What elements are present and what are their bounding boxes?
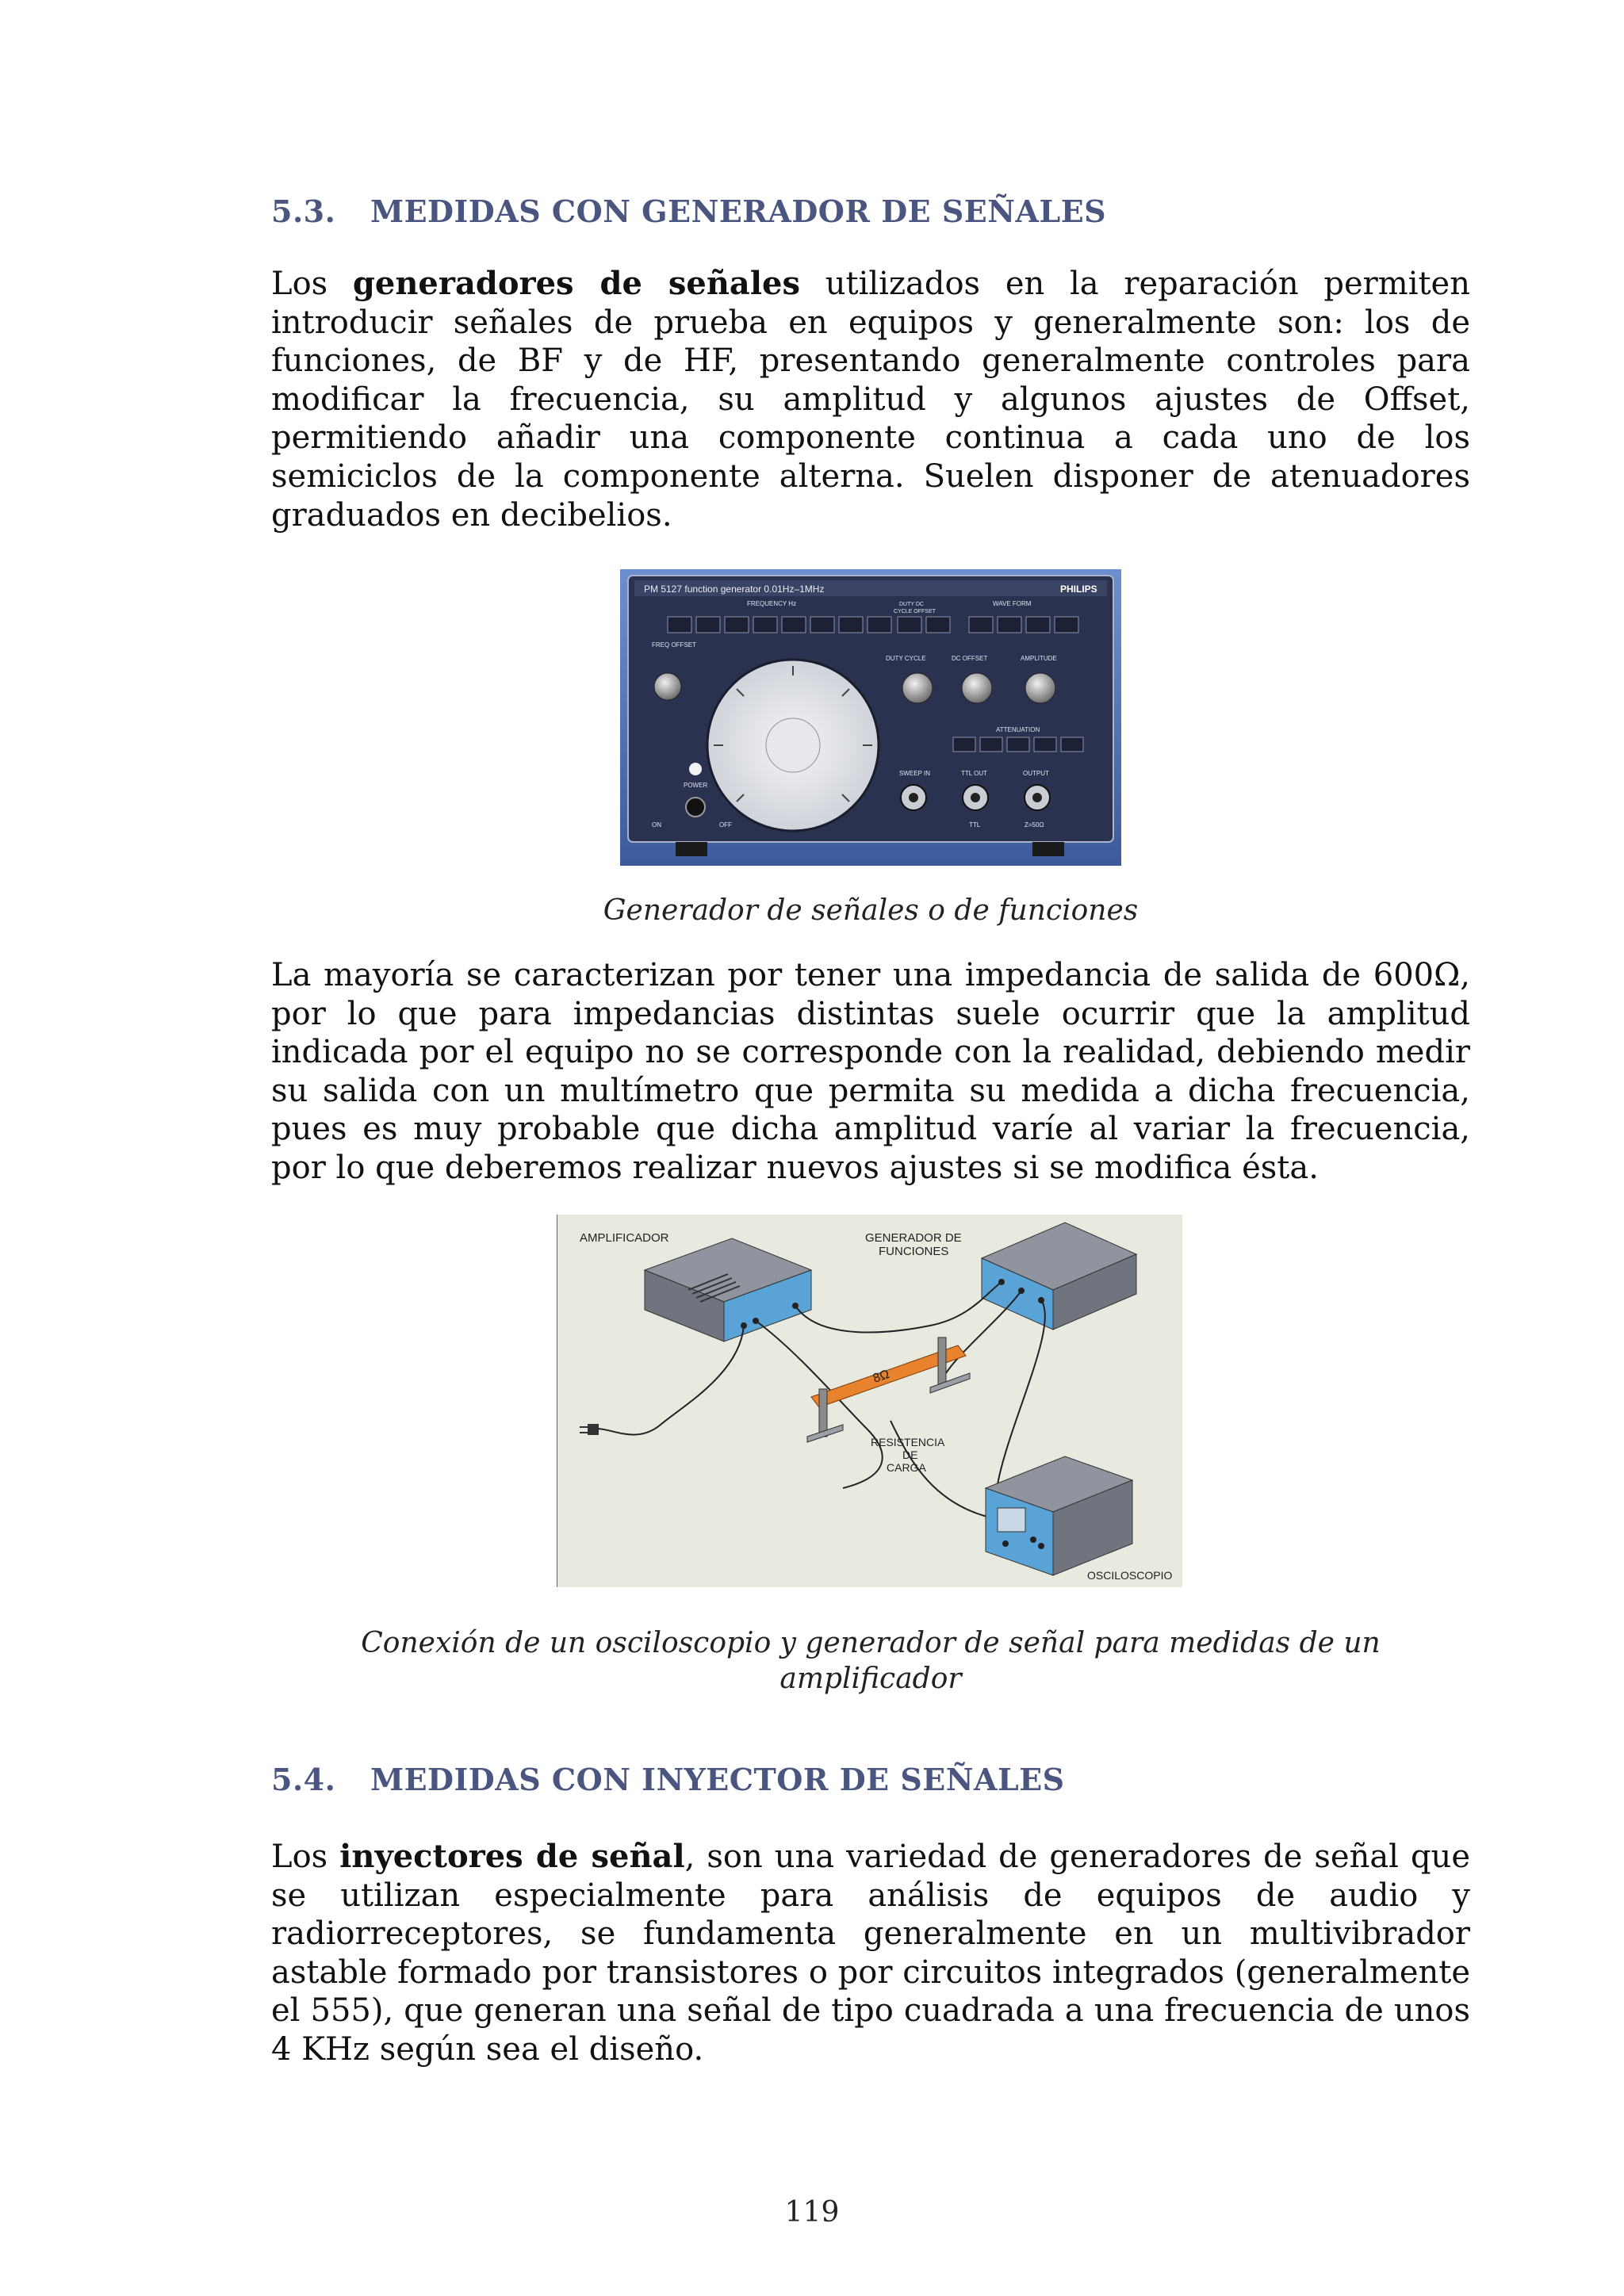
frequency-range-buttons: [668, 617, 1078, 633]
label-frequency: FREQUENCY Hz: [747, 600, 797, 607]
label-duty-cycle: DUTY CYCLE: [886, 655, 926, 662]
label-resistencia-1: RESISTENCIA: [871, 1436, 945, 1448]
label-power: POWER: [684, 782, 708, 789]
label-resistencia-2: DE: [902, 1448, 918, 1461]
brand-logo: PHILIPS: [1060, 584, 1097, 595]
text-run: , son una variedad de generadores de señal que se utilizan especialmente para análisis de equipos de audio y radiorreceptores, se fundamenta generalmente en un multivibrador astable formado por transistores o por circuitos integrados (generalmente el 555), que generan una señal de tipo cuadrada a una frecuencia de unos 4 KHz según sea el diseño.: [271, 1839, 1470, 2068]
label-duty-dc: DUTY DC: [899, 602, 924, 607]
label-resistencia-3: CARGA: [887, 1461, 926, 1474]
bold-term: inyectores de señal: [339, 1838, 685, 1875]
attenuation-buttons: [953, 737, 1083, 752]
label-attenuation: ATTENUATION: [996, 726, 1040, 733]
section-heading-5-3: [271, 193, 1106, 229]
power-switch: [686, 798, 705, 817]
section-number: 5.3.: [271, 193, 336, 229]
amplitude-knob: [1025, 673, 1055, 703]
caption-line-2: amplificador: [779, 1663, 962, 1695]
label-on: ON: [652, 821, 661, 828]
page-number: 119: [784, 2196, 840, 2229]
dial-center: [766, 718, 820, 772]
label-output: OUTPUT: [1023, 770, 1049, 777]
paragraph-inyectores: [271, 1838, 1470, 2069]
figure-caption-generator: Generador de señales o de funciones: [603, 894, 1139, 927]
label-generador-2: FUNCIONES: [879, 1245, 949, 1258]
paragraph-impedancia: La mayoría se caracterizan por tener una impedancia de salida de 600Ω, por lo que para impedancias distintas suele ocurrir que la amplitud indicada por el equipo no se corresponde con la realidad, debiendo medir su salida con un multímetro que permita su medida a dicha frecuencia, pues es muy probable que dicha amplitud varíe al variar la frecuencia, por lo que deberemos realizar nuevos ajustes si se modifica ésta.: [271, 957, 1470, 1186]
duty-cycle-knob: [902, 673, 933, 703]
connection-diagram: [557, 1215, 1182, 1587]
panel-title: PM 5127 function generator 0.01Hz–1MHz: [644, 584, 825, 595]
figure-caption-connection: [271, 1625, 1470, 1697]
bnc-connectors: [901, 785, 1050, 810]
label-wave-form: WAVE FORM: [993, 600, 1032, 607]
freq-offset-knob: [654, 673, 681, 700]
foot-right: [1032, 842, 1064, 856]
label-sweep-in: SWEEP IN: [899, 770, 930, 777]
text-run: Los: [271, 1839, 340, 1875]
function-generator-photo: [620, 569, 1121, 866]
text-run: Los: [271, 266, 353, 302]
section-number: 5.4.: [271, 1762, 336, 1797]
paragraph-generadores: [271, 265, 1470, 534]
foot-left: [676, 842, 707, 856]
bold-term: generadores de señales: [352, 265, 800, 302]
label-ttl-out: TTL OUT: [961, 770, 988, 777]
label-amplificador: AMPLIFICADOR: [580, 1231, 669, 1245]
label-dc-offset: DC OFFSET: [952, 655, 988, 662]
label-amplitude: AMPLITUDE: [1021, 655, 1057, 662]
resistor-value: 8Ω: [871, 1367, 892, 1386]
label-osciloscopio: OSCILOSCOPIO: [1087, 1569, 1173, 1582]
label-cycle-offset: CYCLE OFFSET: [894, 609, 936, 614]
power-led: [689, 763, 702, 775]
label-generador-1: GENERADOR DE: [865, 1231, 962, 1245]
label-freq-offset: FREQ OFFSET: [652, 641, 696, 649]
section-title: MEDIDAS CON INYECTOR DE SEÑALES: [370, 1762, 1065, 1797]
text-run: utilizados en la reparación permiten introducir señales de prueba en equipos y generalmente son: los de funciones, de BF y de HF, presentando generalmente controles para modificar la frecuencia, su amplitud y algunos ajustes de Offset, permitiendo añadir una componente continua a cada uno de los semiciclos de la componente alterna. Suelen disponer de atenuadores graduados en decibelios.: [271, 266, 1470, 534]
section-title: MEDIDAS CON GENERADOR DE SEÑALES: [370, 193, 1107, 229]
section-heading-5-4: [271, 1762, 1065, 1797]
dc-offset-knob: [962, 673, 992, 703]
label-ohms: Z=50Ω: [1025, 821, 1044, 828]
label-off: OFF: [719, 821, 732, 828]
label-ttl: TTL: [969, 821, 981, 828]
caption-line-1: Conexión de un osciloscopio y generador de señal para medidas de un: [361, 1627, 1381, 1659]
